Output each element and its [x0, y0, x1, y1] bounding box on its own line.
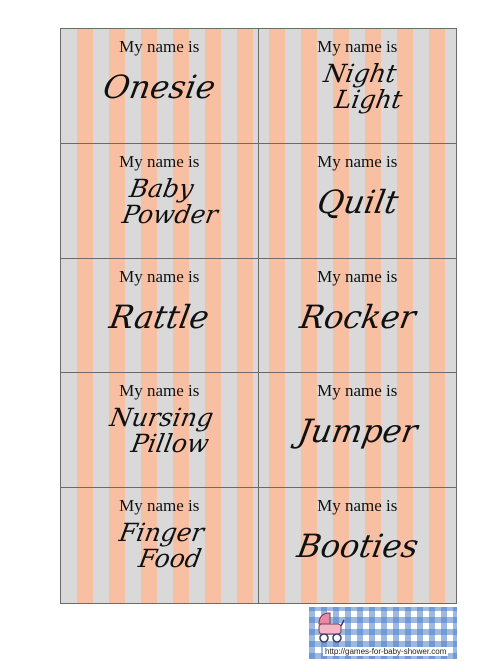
item-word: Light: [332, 85, 404, 115]
name-tag-card: [61, 29, 259, 144]
site-url-link[interactable]: http://games-for-baby-shower.com: [325, 647, 447, 656]
item-word: Pillow: [128, 429, 212, 459]
name-tag-card: [259, 488, 457, 603]
item-word: Baby: [127, 173, 196, 203]
item-word: Night: [321, 59, 399, 88]
item-word: Powder: [119, 200, 221, 230]
name-tag-card: [61, 259, 259, 374]
name-tag-card: [61, 488, 259, 603]
card-item-name: [259, 527, 457, 566]
card-intro-text: My name is: [317, 381, 398, 401]
baby-carriage-icon: [315, 610, 345, 644]
card-intro-text: My name is: [119, 37, 200, 56]
card-item-name: [61, 520, 259, 573]
item-word: Nursing: [107, 403, 216, 433]
card-item-name: [259, 182, 457, 221]
item-word: Quilt: [313, 182, 401, 221]
name-tag-card: [259, 29, 457, 144]
card-intro-text: My name is: [317, 266, 398, 286]
item-word: Rattle: [106, 297, 213, 336]
card-intro-text: My name is: [119, 381, 200, 401]
item-word: Food: [136, 544, 204, 574]
item-word: Booties: [293, 527, 421, 566]
card-item-name: [61, 173, 259, 230]
card-item-name: [259, 61, 457, 114]
card-item-name: [61, 405, 259, 458]
card-intro-text: My name is: [119, 496, 200, 516]
name-tag-card: [259, 259, 457, 374]
card-item-name: [61, 297, 259, 336]
item-word: Finger: [117, 518, 207, 548]
card-item-name: [259, 412, 457, 451]
card-intro-text: My name is: [317, 151, 398, 171]
name-tag-grid: [60, 28, 457, 604]
card-intro-text: My name is: [317, 496, 398, 516]
name-tag-card: [259, 144, 457, 259]
card-intro-text: My name is: [317, 37, 398, 56]
name-tag-card: [61, 144, 259, 259]
item-word: Onesie: [100, 68, 219, 106]
site-badge: [309, 607, 457, 659]
card-intro-text: My name is: [119, 266, 200, 286]
card-item-name: [259, 297, 457, 336]
name-tag-card: [259, 373, 457, 488]
item-word: Jumper: [294, 412, 420, 451]
name-tag-card: [61, 373, 259, 488]
card-intro-text: My name is: [119, 151, 200, 171]
card-item-name: [61, 68, 259, 106]
item-word: Rocker: [296, 297, 419, 336]
